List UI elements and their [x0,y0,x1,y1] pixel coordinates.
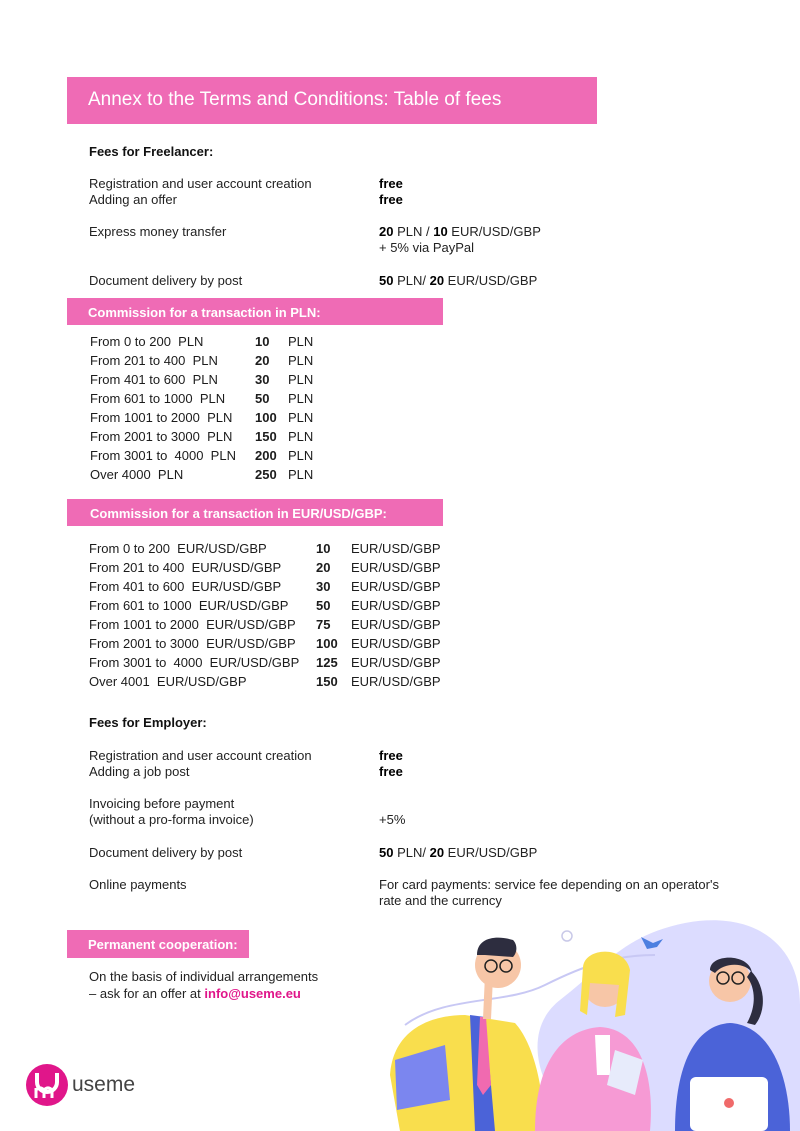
range-cell: From 401 to 600 EUR/USD/GBP [89,579,282,594]
table-row [90,351,348,370]
table-row [90,446,348,465]
range-cell: From 1001 to 2000 EUR/USD/GBP [89,617,296,632]
table-row [90,332,348,351]
unit-cell: EUR/USD/GBP [351,579,441,594]
range-cell: From 3001 to 4000 EUR/USD/GBP [89,655,300,670]
range-cell: From 2001 to 3000 PLN [90,429,233,444]
employer-post-label: Document delivery by post [89,845,243,860]
unit-cell: PLN [288,429,314,444]
employer-post-eur-amount: 20 [429,845,445,860]
employer-registration-value: free [379,748,403,763]
unit-cell: PLN [288,448,314,463]
freelancer-express-label: Express money transfer [89,224,227,239]
fee-cell: 20 [255,353,270,368]
unit-cell: PLN [288,391,314,406]
unit-cell: PLN [288,410,314,425]
fee-cell: 30 [316,579,331,594]
fee-cell: 10 [316,541,331,556]
express-pln-unit: PLN / [393,224,434,239]
email-link[interactable]: info@useme.eu [204,986,301,1001]
fee-cell: 100 [255,410,277,425]
freelancer-post-value [379,273,537,289]
freelancer-express-extra: + 5% via PayPal [379,240,475,255]
range-cell: Over 4000 PLN [90,467,184,482]
unit-cell: PLN [288,353,314,368]
page-title: Annex to the Terms and Conditions: Table of fees [88,89,502,110]
unit-cell: EUR/USD/GBP [351,617,441,632]
freelancer-registration-value: free [379,176,403,191]
freelancer-registration-label: Registration and user account creation [89,176,312,191]
fee-cell: 75 [316,617,331,632]
freelancer-heading: Fees for Freelancer: [89,144,214,159]
commission-eur-bar [67,499,443,526]
commission-eur-table [89,539,451,691]
unit-cell: EUR/USD/GBP [351,674,441,689]
fee-cell: 150 [316,674,338,689]
commission-eur-heading: Commission for a transaction in EUR/USD/GBP: [90,506,387,521]
fee-cell: 100 [316,636,338,651]
commission-pln-bar [67,298,443,325]
employer-post-value [379,845,537,861]
useme-logo-icon [25,1063,69,1107]
range-cell: From 601 to 1000 EUR/USD/GBP [89,598,289,613]
freelancer-offer-label: Adding an offer [89,192,177,207]
fee-cell: 50 [316,598,331,613]
post-eur-unit: EUR/USD/GBP [444,273,538,288]
fee-cell: 200 [255,448,277,463]
table-row [90,408,348,427]
fee-cell: 20 [316,560,331,575]
unit-cell: PLN [288,334,314,349]
freelancer-post-label: Document delivery by post [89,273,243,288]
employer-online-value-1: For card payments: service fee depending on an operator's [379,877,719,892]
range-cell: Over 4001 EUR/USD/GBP [89,674,247,689]
fee-cell: 30 [255,372,270,387]
post-pln-amount: 50 [379,273,394,288]
unit-cell: EUR/USD/GBP [351,598,441,613]
permanent-line-1: On the basis of individual arrangements [89,969,319,984]
range-cell: From 1001 to 2000 PLN [90,410,233,425]
freelancer-offer-value: free [379,192,403,207]
employer-heading: Fees for Employer: [89,715,207,730]
unit-cell: EUR/USD/GBP [351,636,441,651]
range-cell: From 2001 to 3000 EUR/USD/GBP [89,636,296,651]
small-circle [562,931,572,941]
table-row [89,672,451,691]
employer-job-value: free [379,764,403,779]
table-row [90,370,348,389]
range-cell: From 201 to 400 EUR/USD/GBP [89,560,282,575]
fee-cell: 50 [255,391,270,406]
permanent-line-2 [89,986,301,1002]
table-row [89,596,451,615]
fee-cell: 250 [255,467,277,482]
commission-pln-table [90,332,348,484]
express-pln-amount: 20 [379,224,394,239]
unit-cell: EUR/USD/GBP [351,560,441,575]
permanent-line-2-prefix: – ask for an offer at [89,986,205,1001]
range-cell: From 0 to 200 PLN [90,334,204,349]
express-eur-unit: EUR/USD/GBP [447,224,541,239]
table-row [90,389,348,408]
employer-post-eur-unit: EUR/USD/GBP [444,845,538,860]
table-row [89,558,451,577]
employer-invoicing-label-1: Invoicing before payment [89,796,235,811]
employer-post-pln-unit: PLN/ [393,845,430,860]
post-eur-amount: 20 [429,273,445,288]
employer-invoicing-value: +5% [379,812,406,827]
range-cell: From 3001 to 4000 PLN [90,448,236,463]
table-row [89,539,451,558]
table-row [89,653,451,672]
employer-job-label: Adding a job post [89,764,190,779]
table-row [89,634,451,653]
table-row [90,465,348,484]
employer-online-value-2: rate and the currency [379,893,502,908]
employer-post-pln-amount: 50 [379,845,394,860]
useme-logo-text: useme [72,1073,136,1096]
freelancer-express-value [379,224,541,240]
unit-cell: PLN [288,467,314,482]
unit-cell: PLN [288,372,314,387]
table-row [90,427,348,446]
fee-cell: 150 [255,429,277,444]
unit-cell: EUR/USD/GBP [351,541,441,556]
unit-cell: EUR/USD/GBP [351,655,441,670]
permanent-bar [67,930,249,958]
post-pln-unit: PLN/ [393,273,430,288]
express-eur-amount: 10 [433,224,448,239]
employer-invoicing-label-2: (without a pro-forma invoice) [89,812,254,827]
range-cell: From 201 to 400 PLN [90,353,218,368]
range-cell: From 601 to 1000 PLN [90,391,226,406]
useme-logo [25,1063,135,1107]
table-row [89,577,451,596]
commission-pln-heading: Commission for a transaction in PLN: [88,305,321,320]
fee-cell: 125 [316,655,338,670]
table-row [89,615,451,634]
range-cell: From 0 to 200 EUR/USD/GBP [89,541,267,556]
fee-cell: 10 [255,334,270,349]
permanent-heading: Permanent cooperation: [88,937,238,952]
range-cell: From 401 to 600 PLN [90,372,218,387]
employer-registration-label: Registration and user account creation [89,748,312,763]
team-illustration [385,915,800,1131]
page-title-banner [67,77,597,124]
employer-online-label: Online payments [89,877,187,892]
